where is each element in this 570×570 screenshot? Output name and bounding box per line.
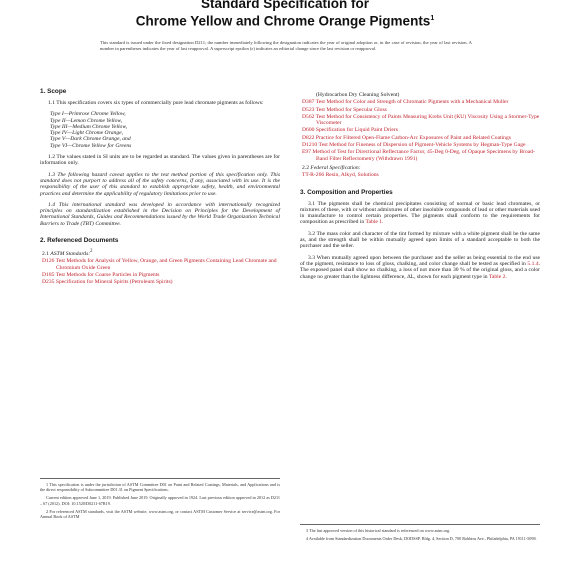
reference-item — [300, 107, 540, 113]
reference-code-link[interactable]: D185 — [42, 271, 55, 278]
scope-para-1-2: 1.2 The values stated in SI units are to be regarded as standard. The values given in parentheses are for information only. — [40, 154, 280, 167]
type-item: Type III—Medium Chrome Yellow, — [50, 123, 128, 130]
footnote-4: 4 Available from Standardization Documents Order Desk, DODSSP, Bldg. 4, Section D, 700 Robbins Ave., Philadelphia, PA 19111-5098. — [306, 536, 537, 542]
reference-item — [40, 258, 280, 271]
composition-heading: 3. Composition and Properties — [300, 188, 393, 196]
designation-note: This standard is issued under the fixed designation D211; the number immediately following the designation indicates the year of original adoption or, in the case of revision, the year of last revision. A number in parentheses indicates the year of last reapproval. A superscript epsilon (ε) indicates an editorial change since the last revision or reapproval. — [100, 40, 472, 51]
type-item: Type I—Primrose Chrome Yellow, — [50, 111, 126, 118]
table-1-link[interactable]: Table 1. — [365, 219, 384, 226]
reference-code-link[interactable]: D235 — [42, 279, 55, 286]
reference-title-link[interactable]: Method of Test for Directional Reflectance Factor, 45-Deg 0-Deg, of Opaque Specimens by Broad-Band Filter Reflectometry (Withdrawn 1991) — [312, 149, 535, 162]
scope-para-1-1: 1.1 This specification covers six types of commercially pure lead chromate pigments as follows: — [48, 100, 264, 106]
reference-item — [40, 272, 280, 278]
reference-title-link[interactable]: Test Method for Specular Gloss — [315, 106, 387, 113]
title-line-2: Chrome Yellow and Chrome Orange Pigments$^1$ — [135, 13, 435, 29]
left-footnotes — [40, 478, 280, 522]
reference-code-link[interactable]: TT-R-266 — [302, 172, 325, 179]
table-2-link[interactable]: Table 2. — [488, 273, 507, 280]
reference-item — [300, 149, 540, 162]
type-item: Type V—Dark Chrome Orange, and — [50, 136, 131, 143]
right-column — [300, 92, 540, 285]
reference-item — [40, 279, 280, 285]
referenced-documents-heading: 2. Referenced Documents — [40, 237, 119, 245]
reference-code-link[interactable]: D600 — [302, 127, 315, 134]
reference-title-link[interactable]: Test Method for Consistency of Paints Measuring Krebs Unit (KU) Viscosity Using a Stormer-Type Viscometer — [315, 113, 540, 127]
reference-title-link[interactable]: Test Methods for Coarse Particles in Pigments — [55, 271, 160, 278]
footnote-2: 2 For referenced ASTM standards, visit the ASTM website, www.astm.org, or contact ASTM Customer Service at service@astm.org. For Annual Book of ASTM — [40, 508, 280, 520]
composition-para-3-1: 3.1 The pigments shall be chemical precipitates consisting of normal or basic lead chromates, or mixtures of these, with or without admixtures of other insoluble compounds of lead or other materials used in manufacture to control certain properties. The pigments shall conform to the requirements for composition as prescribed in Table 1. — [300, 200, 540, 226]
section-link[interactable]: 5.1.4 — [527, 260, 539, 267]
reference-title-link[interactable]: Specification for Mineral Spirits (Petroleum Spirits) — [55, 279, 173, 286]
reference-code-link[interactable]: D126 — [42, 258, 55, 265]
reference-code-link[interactable]: D1210 — [302, 142, 318, 149]
type-item: Type VI—Chrome Yellow for Greens — [50, 142, 132, 149]
reference-item — [300, 114, 540, 127]
reference-title-link[interactable]: Practice for Filtered Open-Flame Carbon-Arc Exposures of Paint and Related Coatings — [315, 134, 511, 141]
right-footnotes — [300, 524, 540, 544]
reference-title-link[interactable]: Test Methods for Analysis of Yellow, Orange, and Green Pigments Containing Lead Chromate and Chromium Oxide Green — [55, 258, 277, 271]
scope-para-1-3: 1.3 The following hazard caveat applies to the test method portion of this specification only. This standard does not purport to address all of the safety concerns, if any, associated with its use. It is the responsibility of the user of this standard to establish appropriate safety, health, and environmental practices and determine the applicability of regulatory limitations prior to use. — [40, 171, 280, 197]
reference-title-link[interactable]: Test Method for Fineness of Dispersion of Pigment-Vehicle Systems by Hegman-Type Gage — [318, 142, 526, 149]
astm-standards-label: 2.1 ASTM Standards:$^2$ — [42, 249, 93, 257]
left-column — [40, 88, 280, 286]
reference-code-link[interactable]: D562 — [302, 113, 315, 120]
reference-title-link[interactable]: Specification for Liquid Paint Driers — [315, 127, 398, 134]
document-title — [0, 0, 570, 29]
reference-continuation: (Hydrocarbon Dry Cleaning Solvent) — [316, 92, 400, 98]
pigment-type-list — [50, 111, 280, 149]
scope-heading: 1. Scope — [40, 88, 67, 95]
title-line-1: Standard Specification for — [200, 0, 370, 11]
scope-para-1-4: 1.4 This international standard was developed in accordance with internationally recognized principles on standardization established in the Decision on Principles for the Development of International Standards, Guides and Recommendations issued by the World Trade Organization Technical Barriers to Trade (TBT) Committee. — [40, 201, 280, 227]
footnote-1: 1 This specification is under the jurisdiction of ASTM Committee D01 on Paint and Related Coatings, Materials, and Applications and is the direct responsibility of Subcommittee D01.31 on Pigment Specifications. — [40, 482, 280, 493]
reference-code-link[interactable]: D822 — [302, 134, 315, 141]
type-item: Type IV—Light Chrome Orange, — [50, 130, 124, 137]
footnote-1b: Current edition approved June 1, 2019. Published June 2019. Originally approved in 1924. Last previous edition approved in 2012 as D211 – 67 (2012). DOI: 10.1520/D0211-67R19. — [40, 495, 280, 506]
composition-para-3-2: 3.2 The mass color and character of the tint formed by mixture with a white pigment shall be the same as, and the strength shall be within mutually agreed upon limits of a standard acceptable to both the purchaser and the seller. — [300, 230, 540, 250]
reference-title-link[interactable]: Resin, Alkyd, Solutions — [325, 172, 379, 179]
reference-item — [300, 135, 540, 141]
reference-item — [300, 99, 540, 105]
reference-code-link[interactable]: E97 — [302, 149, 312, 156]
reference-item — [300, 172, 540, 178]
reference-item — [300, 142, 540, 148]
reference-code-link[interactable]: D387 — [302, 99, 315, 106]
federal-spec-label: 2.2 Federal Specification: — [302, 164, 361, 171]
type-item: Type II—Lemon Chrome Yellow, — [50, 117, 123, 124]
reference-title-link[interactable]: Test Method for Color and Strength of Chromatic Pigments with a Mechanical Muller — [315, 99, 509, 106]
reference-item — [300, 127, 540, 133]
footnote-3: 3 The last approved version of this historical standard is referenced on www.astm.org. — [306, 528, 451, 533]
reference-code-link[interactable]: D523 — [302, 106, 315, 113]
composition-para-3-3: 3.3 When mutually agreed upon between the purchaser and the seller as being essential to the end use of the pigment, resistance to loss of gloss, chalking, and color change shall be tested as specified in 5.1.4. The exposed panel shall show no chalking, a loss of not more than 30 % of the original gloss, and a color change no greater than the lightness difference, ΔL, shown for each pigment type in Table 2. — [300, 254, 541, 280]
